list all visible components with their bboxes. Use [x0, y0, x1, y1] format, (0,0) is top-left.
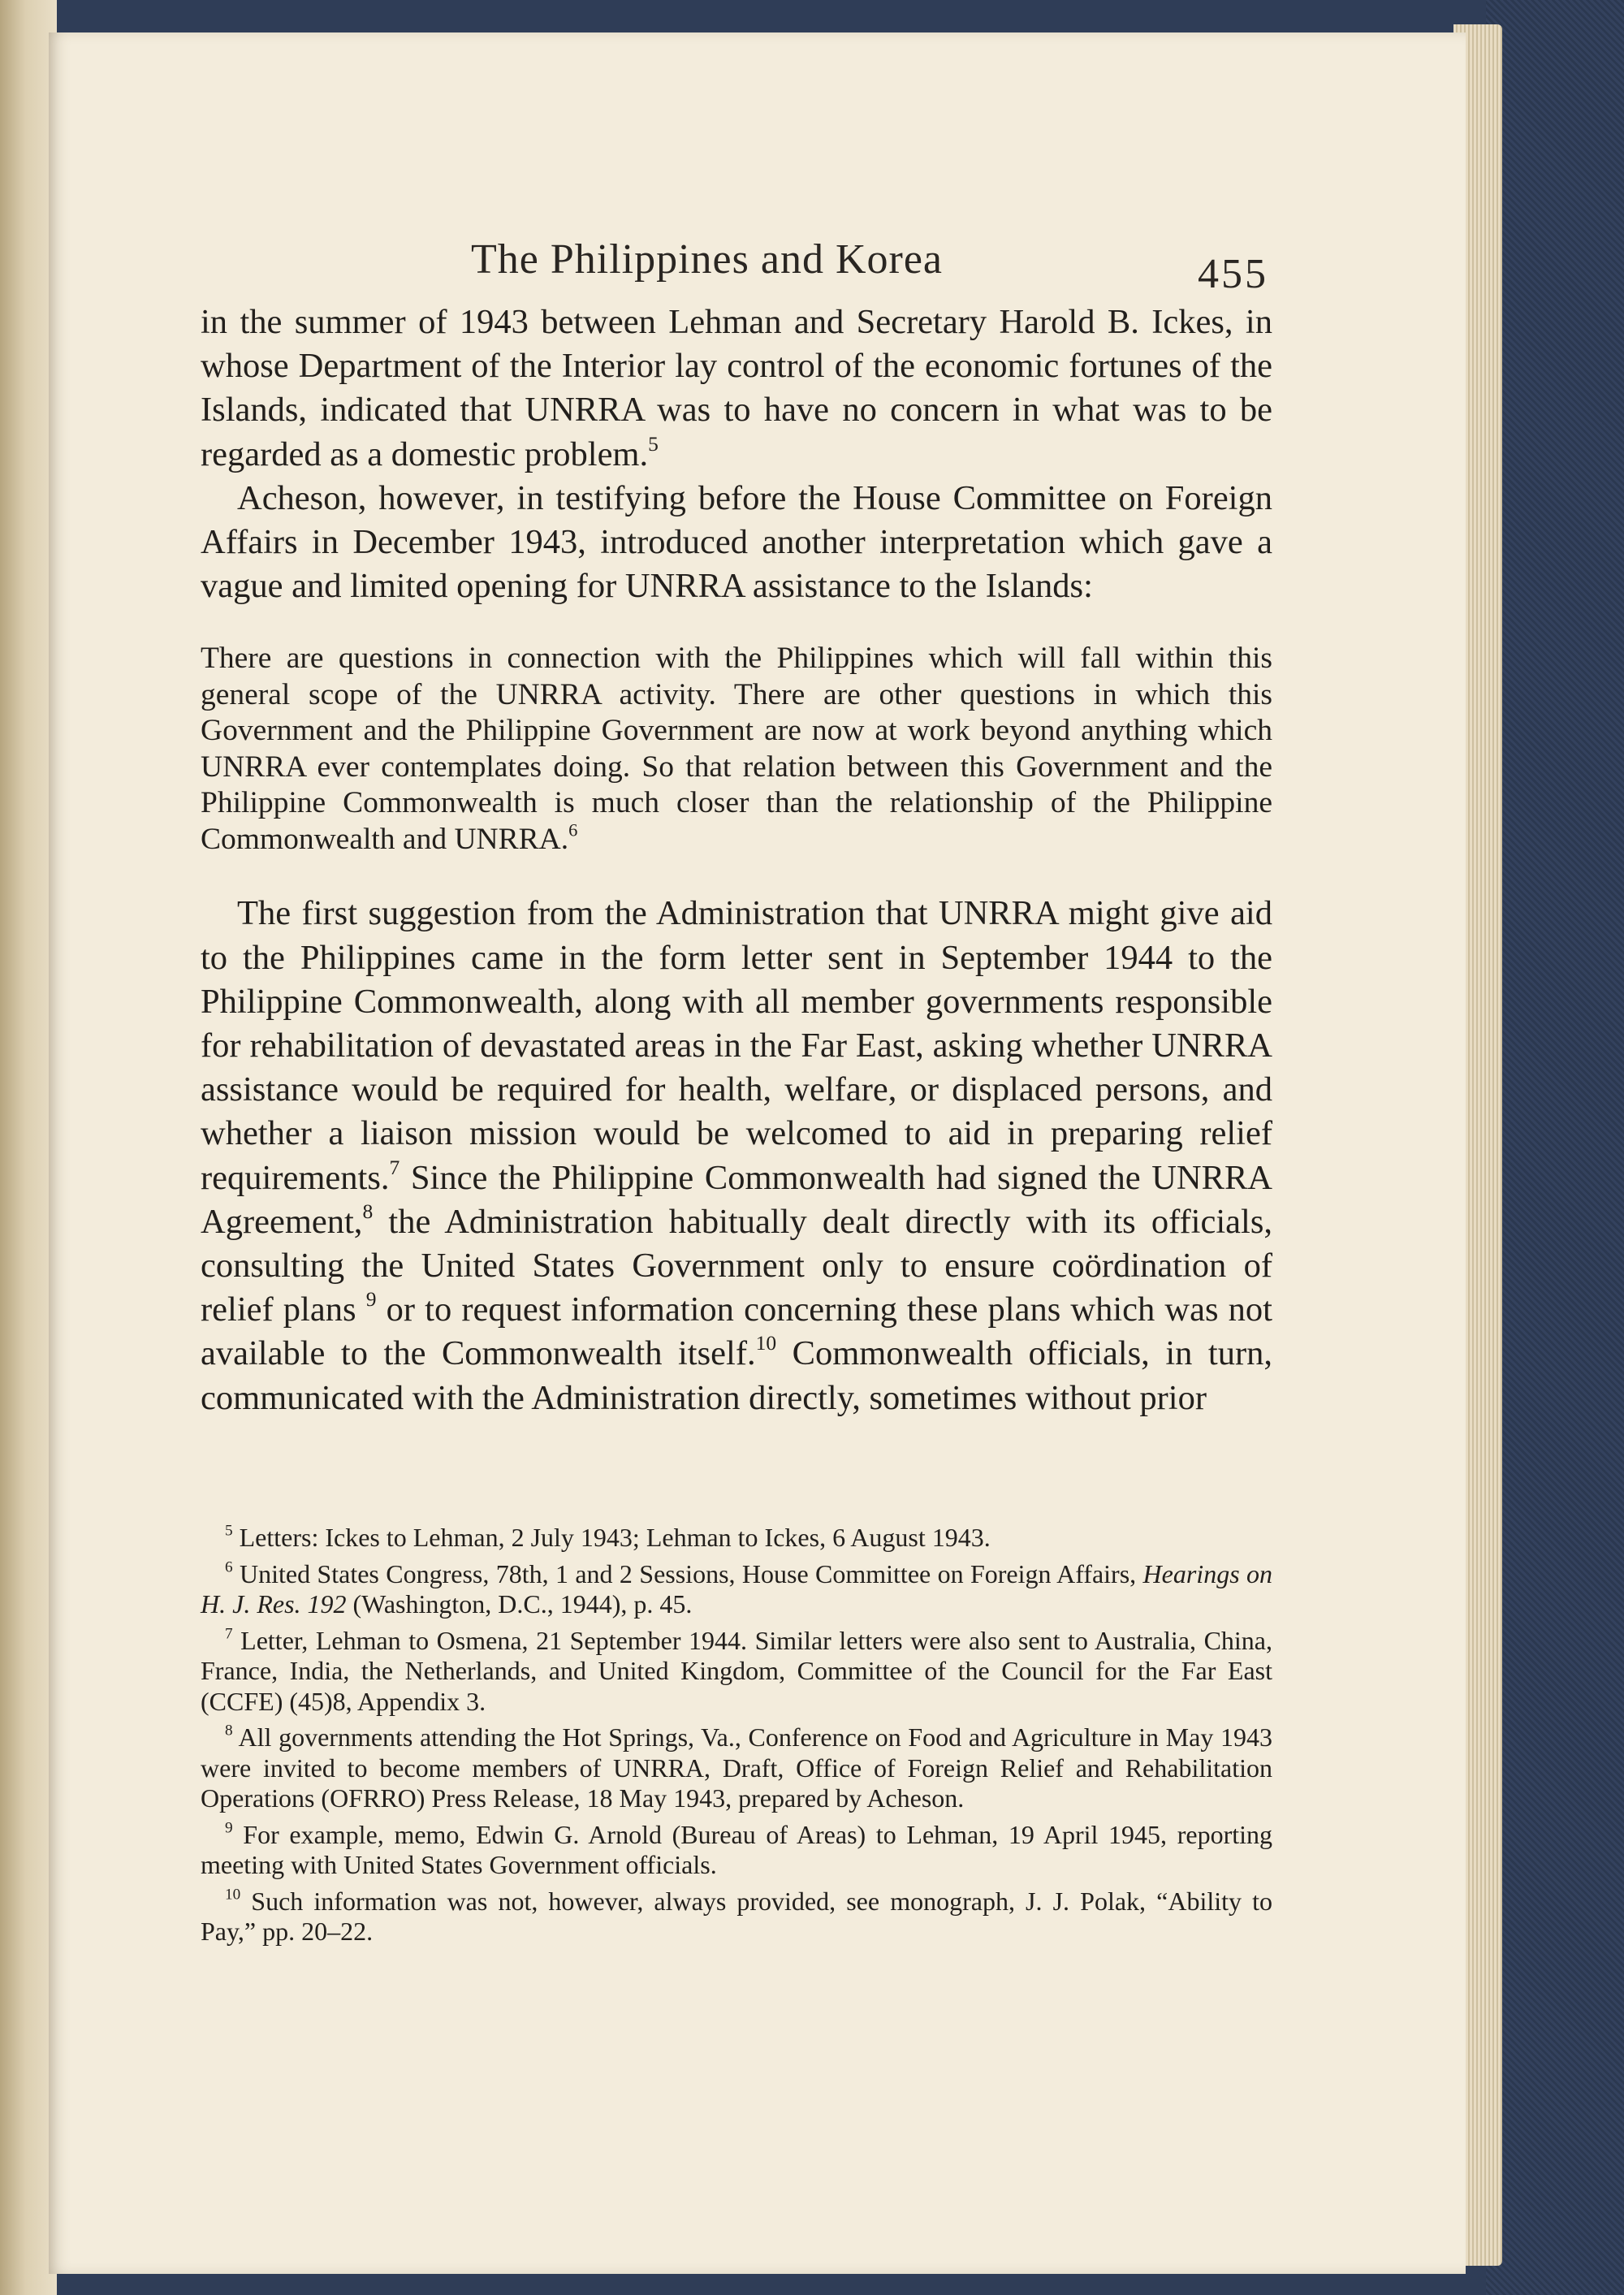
running-head-title: The Philippines and Korea: [471, 236, 943, 283]
footnote: $^9$ For example, memo, Edwin G. Arnold (Bureau of Areas) to Lehman, 19 April 1945, reporting meeting with United States Government officials.: [201, 1819, 1273, 1879]
footnote: $^8$ All governments attending the Hot Springs, Va., Conference on Food and Agriculture in May 1943 were invited to become members of UNRRA, Draft, Office of Foreign Relief and Rehabilitation Operations (OFRRO) Press Release, 18 May 1943, prepared by Acheson.: [201, 1722, 1272, 1813]
note-ref-6: 6: [568, 819, 578, 841]
footnote: $^7$ Letter, Lehman to Osmena, 21 September 1944. Similar letters were also sent to Australia, China, France, India, the Netherlands, and United Kingdom, Committee of the Council for the Far East (CCFE) (45)8, Appendix 3.: [201, 1625, 1273, 1716]
book-page: [49, 32, 1466, 2274]
footnote: $^5$ Letters: Ickes to Lehman, 2 July 1943; Lehman to Ickes, 6 August 1943.: [225, 1522, 991, 1552]
note-ref-8: 8: [362, 1199, 374, 1223]
paragraph-1: in the summer of 1943 between Lehman and Secretary Harold B. Ickes, in whose Department of the Interior lay control of the economic fortunes of the Islands, indicated that UNRRA was to have no concern in what was to be regarded as a domestic problem.$^5$: [201, 303, 1272, 473]
book-cover: [1486, 0, 1624, 2295]
footnote: $^{10}$ Such information was not, however, always provided, see monograph, J. J. Polak, “Ability to Pay,” pp. 20–22.: [201, 1886, 1273, 1946]
page-number: 455: [1198, 251, 1268, 297]
footnotes: [201, 1523, 1272, 1953]
paragraph-2: Acheson, however, in testifying before the House Committee on Foreign Affairs in December 1943, introduced another interpretation which gave a vague and limited opening for UNRRA assistance to the Islands:: [201, 478, 1272, 606]
note-ref-7: 7: [389, 1155, 400, 1179]
main-text: [201, 300, 1272, 1420]
note-ref-9: 9: [365, 1287, 377, 1312]
block-quote: There are questions in connection with the Philippines which will fall within this general scope of the UNRRA activity. There are other questions in which this Government and the Philippine Government are now at work beyond anything which UNRRA ever contemplates doing. So that relation between this Government and the Philippine Commonwealth is much closer than the relationship of the Philippine Commonwealth and UNRRA.$^6$: [201, 642, 1272, 856]
note-ref-5: 5: [648, 431, 659, 456]
note-ref-10: 10: [755, 1331, 777, 1355]
paragraph-3: The first suggestion from the Administration that UNRRA might give aid to the Philippines came in the form letter sent in September 1944 to the Philippine Commonwealth, along with all member governments responsible for rehabilitation of devastated areas in the Far East, asking whether UNRRA assistance would be required for health, welfare, or displaced persons, and whether a liaison mission would be welcomed to aid in preparing relief requirements.$^7$ Since the Philippine Commonwealth had signed the UNRRA Agreement,$^8$ the Administration habitually dealt directly with its officials, consulting the United States Government only to ensure coördination of relief plans $^9$ or to request information concerning these plans which was not available to the Commonwealth itself.$^{10}$ Commonwealth officials, in turn, communicated with the Administration directly, sometimes without prior: [201, 894, 1272, 1417]
footnote: $^6$ United States Congress, 78th, 1 and 2 Sessions, House Committee on Foreign Affairs, Hearings on H. J. Res. 192 (Washington, D.C., 1944), p. 45.: [201, 1558, 1273, 1619]
